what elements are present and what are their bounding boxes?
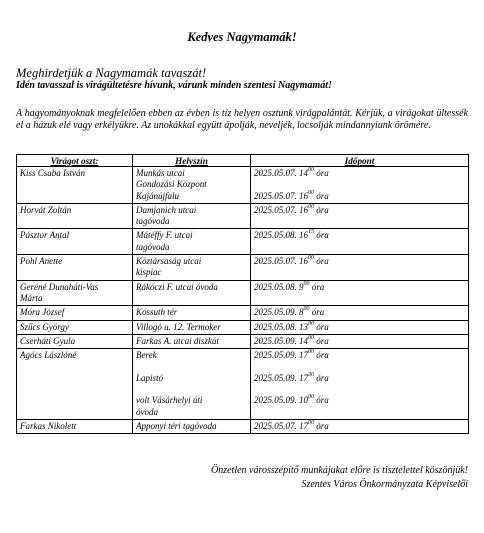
- time-date-hour: 2025.05.08. 9: [254, 281, 304, 292]
- page-title: Kedves Nagymamák!: [187, 30, 297, 44]
- time-date-hour: 2025.05.07. 14: [254, 168, 308, 178]
- time-line: [254, 322, 465, 333]
- time-date-hour: 2025.05.09. 10: [254, 395, 308, 406]
- time-line: [254, 395, 465, 406]
- intro-paragraph: A hagyományoknak megfelelően ebben az évben is tíz helyen osztunk virágpalántát. Kérjük, a virágokat ültessék el a házuk elé vagy erkélyükre. Az unokákkal együtt ápolják, neveljék, locsolják mindannyiunk örömére.: [16, 108, 468, 132]
- time-minutes: 15: [308, 229, 314, 236]
- location-cell: Farkas A. utcai diszkút: [133, 334, 251, 348]
- location-cell: Rákóczi F. utcai óvoda: [133, 280, 251, 306]
- location-cell: Apponyi téri tagóvoda: [133, 419, 251, 433]
- time-line: [254, 230, 465, 241]
- time-minutes: 00: [308, 255, 314, 262]
- time-unit: óra: [314, 335, 329, 346]
- distributor-cell: Kiss Csaba István: [17, 167, 133, 204]
- table-row: [17, 349, 469, 420]
- distributor-cell: Geréné Dunaháti-Vas Márta: [17, 280, 133, 306]
- time-cell: [251, 419, 469, 433]
- time-date-hour: 2025.05.07. 17: [254, 420, 308, 431]
- header-location: Helyszín: [133, 155, 251, 167]
- time-cell: [251, 306, 469, 320]
- time-date-hour: 2025.05.07. 16: [254, 256, 308, 267]
- schedule-table: [16, 154, 469, 434]
- time-cell: [251, 203, 469, 229]
- location-cell: Villogó u. 12. Termoker: [133, 320, 251, 334]
- time-date-hour: 2025.05.08. 13: [254, 321, 308, 332]
- location-cell: Damjanich utcai tagóvoda: [133, 203, 251, 229]
- time-line: [254, 191, 465, 202]
- time-minutes: 00: [308, 419, 314, 426]
- time-date-hour: 2025.05.09. 17: [254, 350, 308, 361]
- time-cell: [251, 167, 469, 204]
- time-line: [254, 256, 465, 267]
- table-row: [17, 334, 469, 348]
- time-date-hour: 2025.05.09. 17: [254, 372, 308, 383]
- time-unit: óra: [314, 350, 329, 361]
- location-cell: Munkás utcai Gondozási Központ Kajánújfalu: [133, 167, 251, 204]
- table-row: [17, 229, 469, 255]
- table-row: [17, 320, 469, 334]
- time-minutes: 00: [303, 280, 310, 287]
- time-date-hour: 2025.05.07. 16: [254, 190, 308, 201]
- time-cell: [251, 229, 469, 255]
- table-row: [17, 203, 469, 229]
- distributor-cell: Szűcs György: [17, 320, 133, 334]
- time-minutes: 00: [308, 394, 314, 401]
- time-line: [254, 407, 465, 418]
- time-minutes: 00: [308, 349, 314, 356]
- table-header-row: [17, 155, 469, 167]
- time-minutes: 00: [303, 306, 310, 313]
- footer-thanks: Önzetlen városszépítő munkájukat előre is tisztelettel köszönjük!: [211, 465, 468, 476]
- time-cell: [251, 349, 469, 420]
- location-cell: Berek Lapistó volt Vásárhelyi úti óvoda: [133, 349, 251, 420]
- time-cell: [251, 334, 469, 348]
- time-date-hour: 2025.05.09. 8: [254, 307, 304, 318]
- time-unit: óra: [309, 307, 325, 318]
- location-cell: Kossuth tér: [133, 306, 251, 320]
- time-date-hour: 2025.05.09. 14: [254, 335, 308, 346]
- time-unit: óra: [314, 230, 329, 241]
- distributor-cell: Cserháti Gyula: [17, 334, 133, 348]
- time-unit: óra: [314, 168, 329, 178]
- location-cell: Köztársaság utcai kispiac: [133, 255, 251, 281]
- distributor-cell: Pásztor Antal: [17, 229, 133, 255]
- time-minutes: 00: [308, 167, 314, 173]
- header-distributor: Virágot oszt:: [17, 155, 133, 167]
- time-minutes: 00: [308, 189, 314, 196]
- header-time: Időpont: [251, 155, 469, 167]
- time-line: [254, 361, 465, 372]
- schedule-body: [17, 167, 469, 434]
- time-cell: [251, 255, 469, 281]
- time-cell: [251, 320, 469, 334]
- distributor-cell: Farkas Nikolett: [17, 419, 133, 433]
- table-row: [17, 255, 469, 281]
- time-minutes: 00: [308, 334, 314, 341]
- time-unit: óra: [314, 420, 329, 431]
- table-row: [17, 306, 469, 320]
- time-line: [254, 421, 465, 432]
- time-date-hour: 2025.05.08. 16: [254, 230, 308, 241]
- distributor-cell: Móra József: [17, 306, 133, 320]
- time-unit: óra: [314, 190, 329, 201]
- distributor-cell: Pohl Anette: [17, 255, 133, 281]
- time-minutes: 00: [308, 203, 314, 210]
- distributor-cell: Horvát Zoltán: [17, 203, 133, 229]
- time-unit: óra: [314, 395, 329, 406]
- time-date-hour: 2025.05.07. 16: [254, 204, 308, 215]
- time-line: [254, 205, 465, 216]
- table-row: [17, 280, 469, 306]
- time-line: [254, 350, 465, 361]
- time-line: [254, 336, 465, 347]
- distributor-cell: Agócs Lászlóné: [17, 349, 133, 420]
- table-row: [17, 419, 469, 433]
- time-line: [254, 373, 465, 384]
- time-cell: [251, 280, 469, 306]
- table-row: [17, 167, 469, 204]
- location-cell: Mátéffy F. utcai tagóvoda: [133, 229, 251, 255]
- time-line: [254, 179, 465, 190]
- time-unit: óra: [314, 204, 329, 215]
- time-unit: óra: [314, 321, 329, 332]
- time-line: [254, 384, 465, 395]
- time-unit: óra: [314, 372, 329, 383]
- time-minutes: 30: [308, 371, 314, 378]
- time-line: [254, 282, 465, 293]
- time-minutes: 00: [308, 320, 314, 327]
- time-line: [254, 168, 465, 179]
- time-line: [254, 307, 465, 318]
- intro-heading: Meghirdetjük a Nagymamák tavaszát!: [16, 66, 207, 80]
- time-unit: óra: [314, 256, 329, 267]
- intro-subheading: Idén tavasszal is virágültetésre hívunk, várunk minden szentesi Nagymamát!: [16, 80, 332, 91]
- time-unit: óra: [309, 281, 325, 292]
- footer-signature: Szentes Város Önkormányzata Képviselői: [301, 479, 468, 490]
